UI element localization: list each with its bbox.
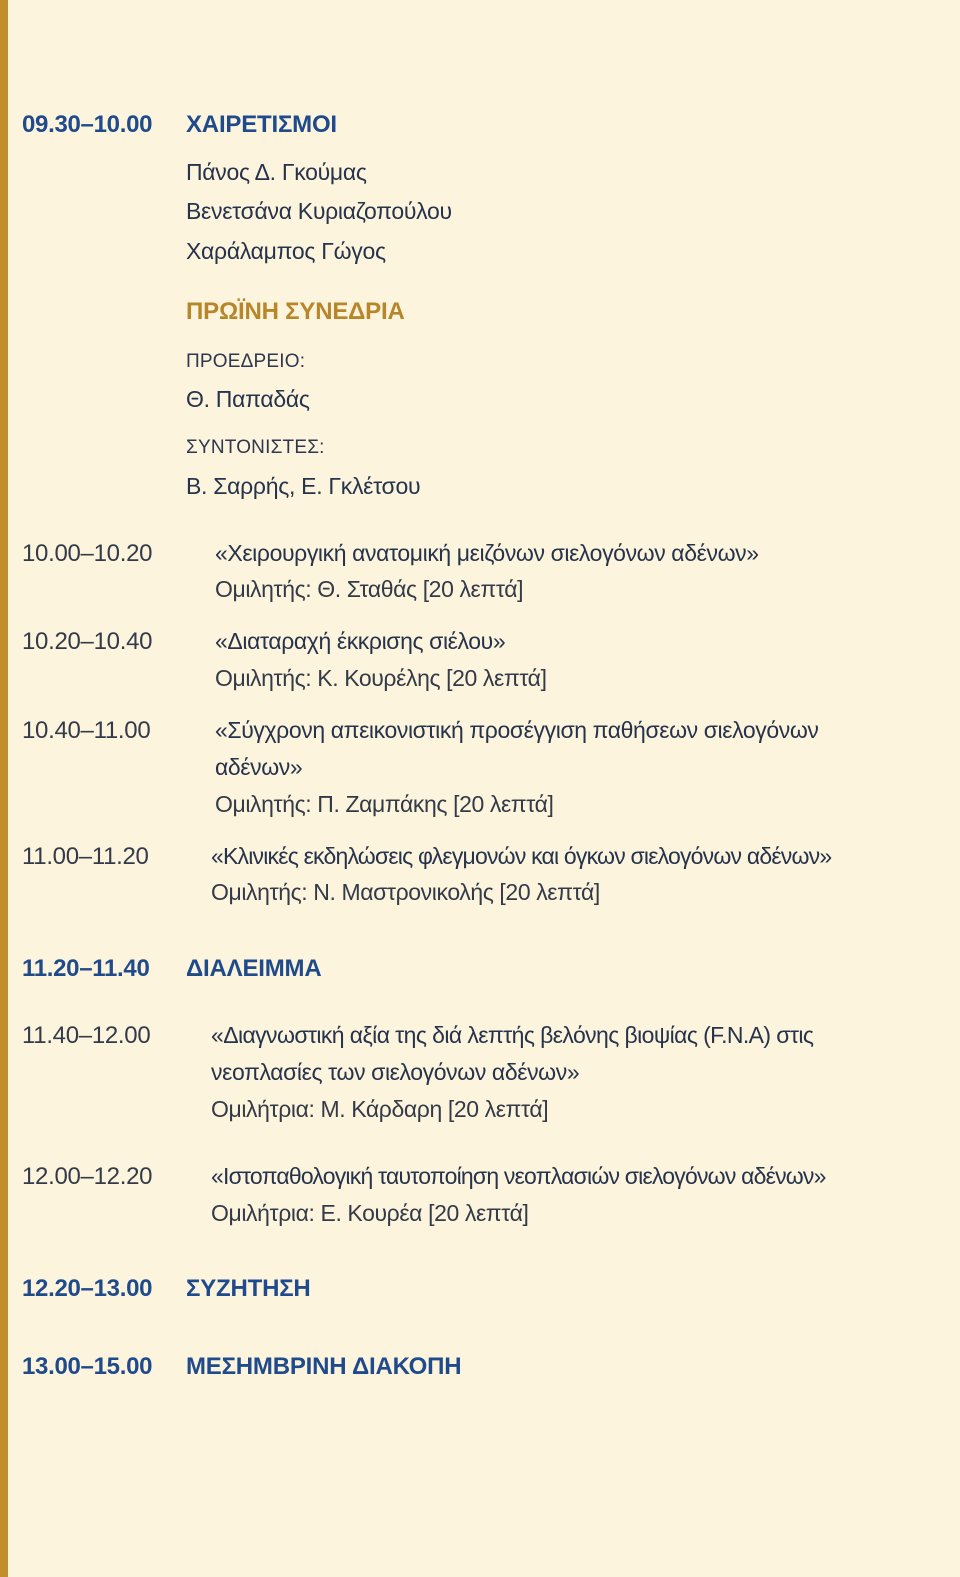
talk-time: 10.40–11.00 [22, 717, 151, 744]
coordinators-names: Β. Σαρρής, Ε. Γκλέτσου [186, 473, 421, 499]
talk-title: «Ιστοπαθολογική ταυτοποίηση νεοπλασιών σιελογόνων αδένων» [211, 1163, 826, 1189]
talk-speaker: Ομιλητής: Θ. Σταθάς [20 λεπτά] [215, 576, 524, 602]
presidium-label: ΠΡΟΕΔΡΕΙΟ: [186, 351, 306, 372]
left-gold-rule [0, 0, 8, 1577]
talk-speaker: Ομιλητής: Κ. Κουρέλης [20 λεπτά] [215, 665, 547, 691]
talk-speaker: Ομιλητής: Π. Ζαμπάκης [20 λεπτά] [215, 791, 554, 817]
break-time: 11.20–11.40 [22, 955, 150, 982]
talk-time: 11.40–12.00 [22, 1022, 151, 1049]
break-title: ΔΙΑΛΕΙΜΜΑ [186, 955, 322, 982]
talk-speaker: Ομιλήτρια: Μ. Κάρδαρη [20 λεπτά] [211, 1096, 549, 1122]
talk-title: «Διαγνωστική αξία της διά λεπτής βελόνης βιοψίας (F.N.A) στις [211, 1022, 814, 1048]
talk-speaker: Ομιλήτρια: Ε. Κουρέα [20 λεπτά] [211, 1200, 529, 1226]
coordinators-label: ΣΥΝΤΟΝΙΣΤΕΣ: [186, 437, 325, 458]
morning-session-title: ΠΡΩΪΝΗ ΣΥΝΕΔΡΙΑ [186, 298, 405, 325]
talk-time: 10.20–10.40 [22, 628, 153, 655]
presidium-names: Θ. Παπαδάς [186, 386, 310, 412]
talk-title-continued: αδένων» [215, 754, 303, 780]
talk-time: 10.00–10.20 [22, 540, 153, 567]
greetings-name: Πάνος Δ. Γκούμας [186, 159, 367, 185]
greetings-time: 09.30–10.00 [22, 111, 153, 138]
talk-title: «Σύγχρονη απεικονιστική προσέγγιση παθήσεων σιελογόνων [215, 717, 819, 743]
greetings-name: Βενετσάνα Κυριαζοπούλου [186, 198, 452, 224]
greetings-title: ΧΑΙΡΕΤΙΣΜΟΙ [186, 111, 337, 138]
talk-time: 12.00–12.20 [22, 1163, 153, 1190]
greetings-name: Χαράλαμπος Γώγος [186, 238, 386, 264]
discussion-time: 12.20–13.00 [22, 1275, 153, 1302]
discussion-title: ΣΥΖΗΤΗΣΗ [186, 1275, 311, 1302]
talk-title: «Διαταραχή έκκρισης σιέλου» [215, 628, 506, 654]
lunch-break-title: ΜΕΣΗΜΒΡΙΝΗ ΔΙΑΚΟΠΗ [186, 1353, 462, 1380]
lunch-break-time: 13.00–15.00 [22, 1353, 153, 1380]
talk-title: «Κλινικές εκδηλώσεις φλεγμονών και όγκων σιελογόνων αδένων» [211, 843, 832, 869]
talk-title-continued: νεοπλασίες των σιελογόνων αδένων» [211, 1059, 580, 1085]
talk-title: «Χειρουργική ανατομική μειζόνων σιελογόνων αδένων» [215, 540, 759, 566]
talk-speaker: Ομιλητής: Ν. Μαστρονικολής [20 λεπτά] [211, 879, 600, 905]
talk-time: 11.00–11.20 [22, 843, 149, 870]
